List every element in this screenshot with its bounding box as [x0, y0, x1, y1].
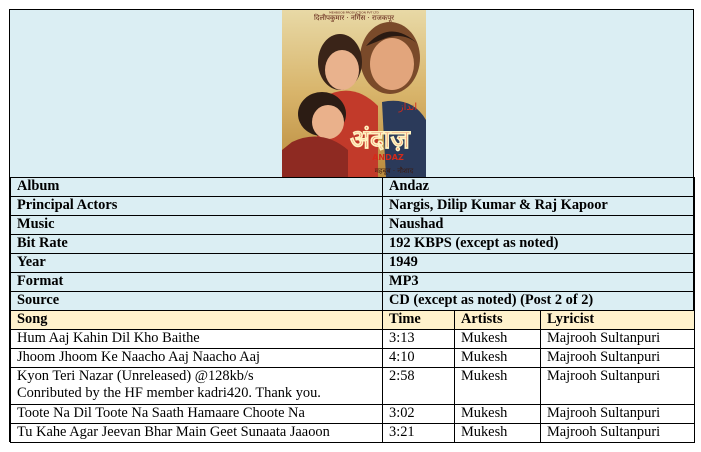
poster-title-urdu: انداز [398, 102, 418, 113]
song-lyricist: Majrooh Sultanpuri [541, 330, 695, 349]
info-label: Music [11, 216, 383, 235]
info-row-format [11, 273, 695, 292]
column-header-artists: Artists [455, 311, 541, 330]
song-artists: Mukesh [455, 405, 541, 424]
song-note: Conributed by the HF member kadri420. Thank you. [17, 385, 321, 401]
song-title: Jhoom Jhoom Ke Naacho Aaj Naacho Aaj [11, 349, 383, 368]
info-row-source [11, 292, 695, 311]
song-lyricist: Majrooh Sultanpuri [541, 405, 695, 424]
poster-top-text: दिलीपकुमार · नर्गिस · राजकपूर [313, 14, 395, 22]
info-row-bitrate [11, 235, 695, 254]
song-artists: Mukesh [455, 330, 541, 349]
poster-studio-text: MEHBOOB PRODUCTION PVT LTD [329, 10, 379, 15]
song-lyricist: Majrooh Sultanpuri [541, 424, 695, 443]
song-time: 3:02 [383, 405, 455, 424]
info-value: 192 KBPS (except as noted) [383, 235, 695, 254]
poster-title-hindi: अंदाज़ [350, 125, 410, 155]
info-row-album [11, 178, 695, 197]
song-title: Toote Na Dil Toote Na Saath Hamaare Choote Na [11, 405, 383, 424]
column-header-lyricist: Lyricist [541, 311, 695, 330]
song-row [11, 405, 695, 424]
song-row [11, 368, 695, 405]
info-label: Bit Rate [11, 235, 383, 254]
song-row [11, 330, 695, 349]
song-title-cell [11, 368, 383, 405]
info-value: Andaz [383, 178, 695, 197]
album-cover-image [282, 10, 426, 177]
info-row-music [11, 216, 695, 235]
song-table-header [11, 311, 695, 330]
info-value: Nargis, Dilip Kumar & Raj Kapoor [383, 197, 695, 216]
info-row-actors [11, 197, 695, 216]
info-label: Source [11, 292, 383, 311]
info-label: Album [11, 178, 383, 197]
song-time: 4:10 [383, 349, 455, 368]
song-title: Tu Kahe Agar Jeevan Bhar Main Geet Sunaata Jaaoon [11, 424, 383, 443]
song-lyricist: Majrooh Sultanpuri [541, 368, 695, 405]
song-time: 3:13 [383, 330, 455, 349]
info-label: Format [11, 273, 383, 292]
song-artists: Mukesh [455, 368, 541, 405]
song-time: 3:21 [383, 424, 455, 443]
song-row [11, 349, 695, 368]
info-label: Year [11, 254, 383, 273]
song-artists: Mukesh [455, 424, 541, 443]
info-value: MP3 [383, 273, 695, 292]
poster-credits: महबूब · नौशाद [374, 167, 414, 175]
info-value: CD (except as noted) (Post 2 of 2) [383, 292, 695, 311]
column-header-time: Time [383, 311, 455, 330]
song-artists: Mukesh [455, 349, 541, 368]
info-value: Naushad [383, 216, 695, 235]
poster-title-english: ANDAZ [372, 153, 404, 162]
song-title: Kyon Teri Nazar (Unreleased) @128kb/s [17, 368, 254, 384]
info-label: Principal Actors [11, 197, 383, 216]
album-table [10, 177, 695, 443]
song-time: 2:58 [383, 368, 455, 405]
column-header-song: Song [11, 311, 383, 330]
song-row [11, 424, 695, 443]
info-row-year [11, 254, 695, 273]
song-title: Hum Aaj Kahin Dil Kho Baithe [11, 330, 383, 349]
song-lyricist: Majrooh Sultanpuri [541, 349, 695, 368]
info-value: 1949 [383, 254, 695, 273]
album-info-panel [9, 9, 694, 442]
